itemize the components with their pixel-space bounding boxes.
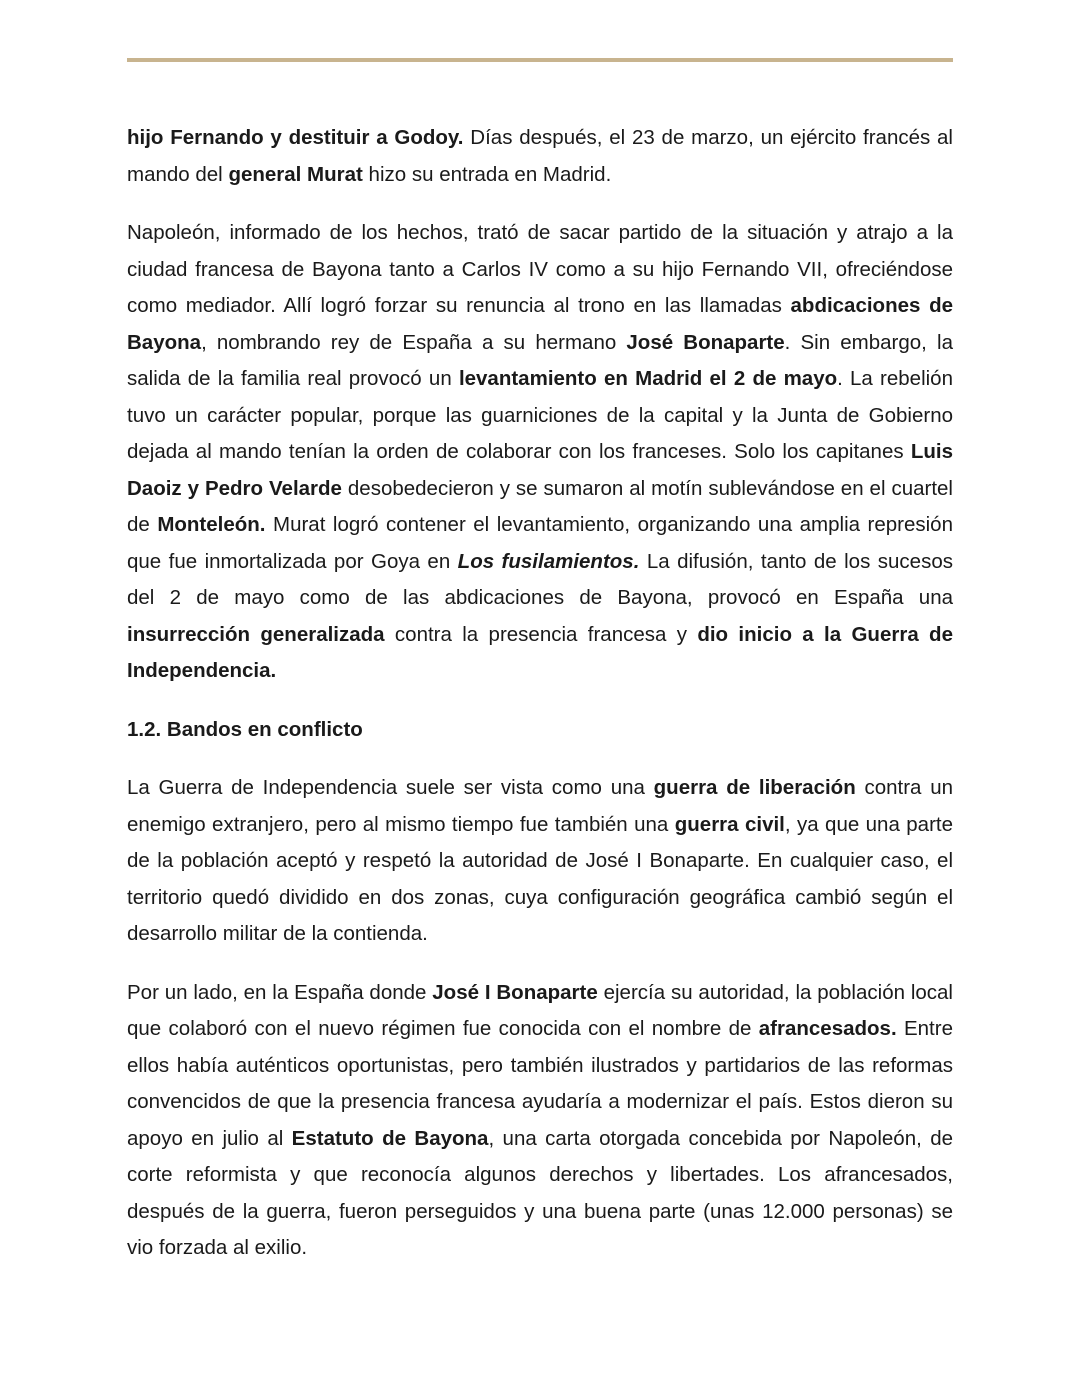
text-run: La Guerra de Independencia suele ser vista como una	[127, 776, 654, 799]
text-run: . La rebelión tuvo un carácter popular, porque las guarniciones de la capital y la Junta de Gobierno dejada al mando tenían la orden de colaborar con los franceses. Solo los capitanes	[127, 367, 953, 463]
bold-italic-text: Los fusilamientos.	[457, 549, 640, 573]
document-body	[127, 120, 953, 1289]
paragraph-1	[127, 120, 953, 193]
bold-text: afrancesados.	[758, 1017, 897, 1040]
text-run: Días después, el 23 de marzo, un ejército francés al mando del	[127, 126, 953, 186]
bold-text: guerra de liberación	[653, 776, 856, 799]
text-run: Por un lado, en la España donde	[127, 980, 433, 1004]
bold-text: abdicaciones de Bayona	[127, 294, 953, 354]
bold-text: levantamiento en Madrid el 2 de mayo	[458, 367, 838, 390]
bold-text: dio inicio a la Guerra de Independencia.	[127, 622, 953, 682]
text-run: ejercía su autoridad, la población local que colaboró con el nuevo régimen fue conocida con el nombre de	[127, 980, 953, 1040]
bold-text: guerra civil	[674, 812, 785, 836]
text-run: . Sin embargo, la salida de la familia real provocó un	[127, 330, 953, 390]
text-run: contra un enemigo extranjero, pero al mismo tiempo fue también una	[127, 776, 953, 836]
paragraph-3	[127, 770, 953, 953]
text-run: , nombrando rey de España a su hermano	[201, 330, 627, 354]
bold-text: Monteleón.	[157, 513, 266, 536]
text-run: , ya que una parte de la población aceptó y respetó la autoridad de José I Bonaparte. En cualquier caso, el territorio quedó dividido en dos zonas, cuya configuración geográfica cambió según el desarrollo militar de la contienda.	[127, 812, 954, 945]
text-run: Murat logró contener el levantamiento, organizando una amplia represión que fue inmortalizada por Goya en	[127, 513, 953, 573]
text-run: , una carta otorgada concebida por Napoleón, de corte reformista y que reconocía algunos derechos y libertades. Los afrancesados, después de la guerra, fueron perseguidos y una buena parte (unas 12.000 personas) se vio forzada al exilio.	[127, 1126, 953, 1259]
text-run: La difusión, tanto de los sucesos del 2 de mayo como de las abdicaciones de Bayona, provocó en España una	[127, 549, 953, 609]
bold-text: Estatuto de Bayona	[291, 1126, 489, 1150]
paragraph-4	[127, 975, 953, 1267]
text-run: desobedecieron y se sumaron al motín sublevándose en el cuartel de	[127, 476, 953, 536]
text-run: contra la presencia francesa y	[384, 622, 698, 646]
text-run: hizo su entrada en Madrid.	[362, 162, 612, 186]
bold-text: José I Bonaparte	[432, 980, 598, 1004]
bold-text: hijo Fernando y destituir a Godoy.	[127, 126, 464, 149]
text-run: Napoleón, informado de los hechos, trató de sacar partido de la situación y atrajo a la ciudad francesa de Bayona tanto a Carlos IV como a su hijo Fernando VII, ofreciéndose como mediador. Allí logró forzar su renuncia al trono en las llamadas	[127, 221, 953, 317]
paragraph-2	[127, 215, 953, 690]
section-heading: 1.2. Bandos en conflicto	[127, 717, 363, 741]
bold-text: insurrección generalizada	[127, 622, 385, 646]
bold-text: Luis Daoiz y Pedro Velarde	[127, 440, 953, 500]
text-run: Entre ellos había auténticos oportunistas, pero también ilustrados y partidarios de las reformas convencidos de que la presencia francesa ayudaría a modernizar el país. Estos dieron su apoyo en julio al	[127, 1017, 953, 1150]
header-rule	[127, 58, 953, 62]
bold-text: general Murat	[228, 162, 363, 186]
bold-text: José Bonaparte	[626, 330, 785, 354]
